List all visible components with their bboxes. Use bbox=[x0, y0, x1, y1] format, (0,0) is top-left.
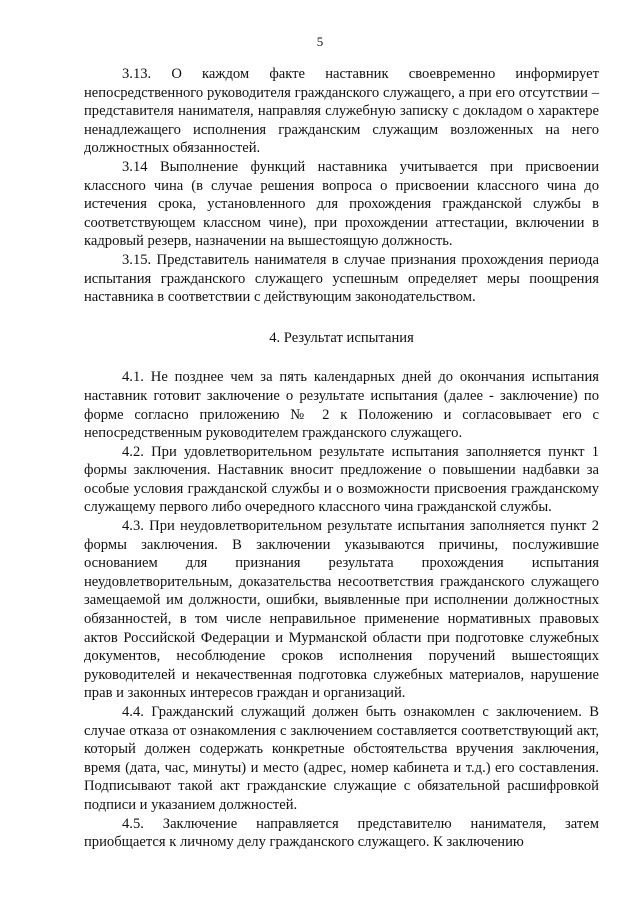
paragraph-3-13: 3.13. О каждом факте наставник своевременно информирует непосредственного руководителя гражданского служащего, а при его отсутствии – представителя нанимателя, направляя служебную записку с докладом о характере ненадлежащего исполнения гражданским служащим возложенных на него должностных обязанностей. bbox=[84, 66, 599, 157]
paragraph-4-3: 4.3. При неудовлетворительном результате испытания заполняется пункт 2 формы заключения. В заключении указываются причины, послужившие основанием для признания результата прохождения испытания неудовлетворительным, доказательства несоответствия гражданского служащего замещаемой им должности, ошибки, выявленные при исполнении должностных обязанностей, в том числе неправильное применение нормативных правовых актов Российской Федерации и Мурманской области при подготовке служебных документов, несоблюдение сроков исполнения поручений вышестоящих руководителей и некачественная подготовка служебных материалов, нарушение прав и законных интересов граждан и организаций. bbox=[84, 518, 599, 702]
paragraph-3-14: 3.14 Выполнение функций наставника учитывается при присвоении классного чина (в случае решения вопроса о присвоении классного чина до истечения срока, установленного для прохождения гражданской службы в соответствующем классном чине), при прохождении аттестации, включении в кадровый резерв, назначении на вышестоящую должность. bbox=[84, 158, 599, 250]
paragraph-4-1: 4.1. Не позднее чем за пять календарных дней до окончания испытания наставник готовит заключение о результате испытания (далее - заключение) по форме согласно приложению № 2 к Положению и согласовывает его с непосредственным руководителем гражданского служащего. bbox=[84, 369, 599, 442]
paragraph-4-4: 4.4. Гражданский служащий должен быть ознакомлен с заключением. В случае отказа от ознакомления с заключением составляется соответствующий акт, который должен содержать конкретные обстоятельства вручения заключения, время (дата, час, минуты) и место (адрес, номер кабинета и т.д.) его составления. Подписывают такой акт гражданские служащие с обязательной расшифровкой подписи и указанием должностей. bbox=[84, 704, 599, 813]
paragraph-4-5: 4.5. Заключение направляется представителю нанимателя, затем приобщается к личному делу гражданского служащего. К заключению bbox=[84, 815, 599, 851]
paragraph-4-2: 4.2. При удовлетворительном результате испытания заполняется пункт 1 формы заключения. Наставник вносит предложение о повышении надбавки за особые условия гражданской службы и о возможности присвоения гражданскому служащему первого либо очередного классного чина гражданской службы. bbox=[84, 443, 599, 516]
section-heading: 4. Результат испытания bbox=[269, 329, 414, 346]
document-body bbox=[84, 65, 599, 852]
paragraph-3-15: 3.15. Представитель нанимателя в случае признания прохождения периода испытания гражданского служащего успешным определяет меры поощрения наставника в соответствии с действующим законодательством. bbox=[84, 251, 599, 306]
page-number: 5 bbox=[316, 34, 324, 49]
